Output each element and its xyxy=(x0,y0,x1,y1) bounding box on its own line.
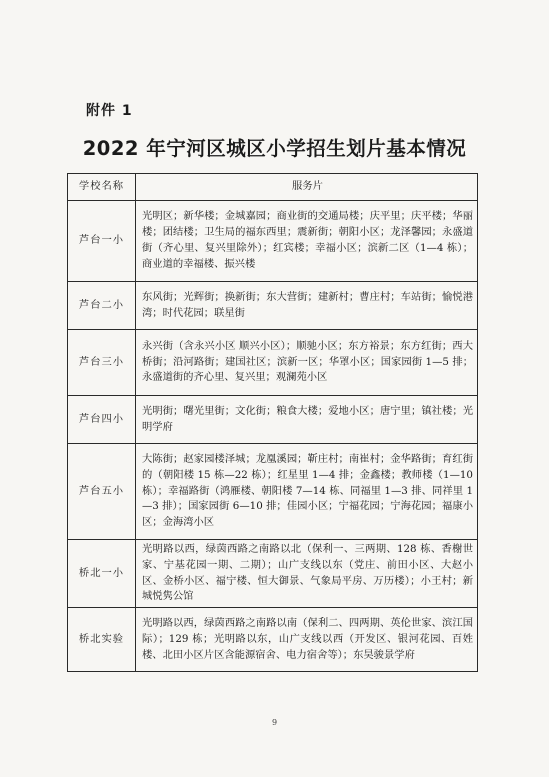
school-name-cell: 桥北一小 xyxy=(68,540,136,608)
service-zone-cell: 永兴街（含永兴小区 顺兴小区）；顺驰小区；东方裕景；东方红街；西大桥街；沿河路街；建国社区；滨新一区；华罩小区；国家园街 1—5 排；永盛道街的齐心里、复兴里；观澜苑小区 xyxy=(136,330,478,396)
page-number: 9 xyxy=(271,718,278,727)
attachment-label: 附件 1 xyxy=(86,103,133,119)
table-header-row xyxy=(68,174,478,201)
header-service-zone: 服务片 xyxy=(136,174,478,201)
service-zone-cell: 光明路以西，绿茵西路之南路以北（保利一、三两期、128 栋、香榭世家、宁基花园一期、二期）；山广支线以东（党庄、前田小区、大赵小区、金桥小区、福宁楼、恒大御景、气象局平房、万历楼）；小王村；新城悦隽公馆 xyxy=(136,540,478,608)
table-row xyxy=(68,396,478,444)
table-row xyxy=(68,282,478,330)
school-name-cell: 芦台五小 xyxy=(68,444,136,540)
school-name-cell: 芦台二小 xyxy=(68,282,136,330)
header-school-name: 学校名称 xyxy=(68,174,136,201)
school-name-cell: 桥北实验 xyxy=(68,608,136,672)
table-row xyxy=(68,540,478,608)
page-title: 2022 年宁河区城区小学招生划片基本情况 xyxy=(82,137,467,160)
service-zone-cell: 东风街；光辉街；换新街；东大营街；建新村；曹庄村；车站街；愉悦港湾；时代花园；联星街 xyxy=(136,282,478,330)
service-zone-cell: 光明路以西，绿茵西路之南路以南（保利二、四两期、英伦世家、滨江国际）；129 栋；光明路以东，山广支线以西（开发区、银河花园、百姓楼、北田小区片区含能源宿舍、电力宿舍等）；东昊骏景学府 xyxy=(136,608,478,672)
table-row xyxy=(68,201,478,282)
enrollment-zone-table xyxy=(67,173,478,672)
table-row xyxy=(68,330,478,396)
school-name-cell: 芦台三小 xyxy=(68,330,136,396)
service-zone-cell: 光明街；曙光里街；文化街；粮食大楼；爱地小区；唐宁里；镇社楼；光明学府 xyxy=(136,396,478,444)
service-zone-cell: 大陈街；赵家园楼泽城；龙凰溪园；靳庄村；南崔村；金华路街；育红街的（朝阳楼 15 栋—22 栋）；红星里 1—4 排；金鑫楼；教师楼（1—10 栋）；幸福路街（鸿雁楼、朝阳楼 7—14 栋、同福里 1—3 排、同祥里 1—3 排）；国家园街 6—10 排；佳园小区；宁福花园；宁海花园；福康小区；金海湾小区 xyxy=(136,444,478,540)
service-zone-cell: 光明区；新华楼；金城嘉园；商业街的交通局楼；庆平里；庆平楼；华丽楼；团结楼；卫生局的福东西里；震新街；朝阳小区；龙泽馨园；永盛道街（齐心里、复兴里除外）；红宾楼；幸福小区；滨新二区（1—4 栋）；商业道的幸福楼、振兴楼 xyxy=(136,201,478,282)
table-row xyxy=(68,444,478,540)
school-name-cell: 芦台四小 xyxy=(68,396,136,444)
table-row xyxy=(68,608,478,672)
school-name-cell: 芦台一小 xyxy=(68,201,136,282)
